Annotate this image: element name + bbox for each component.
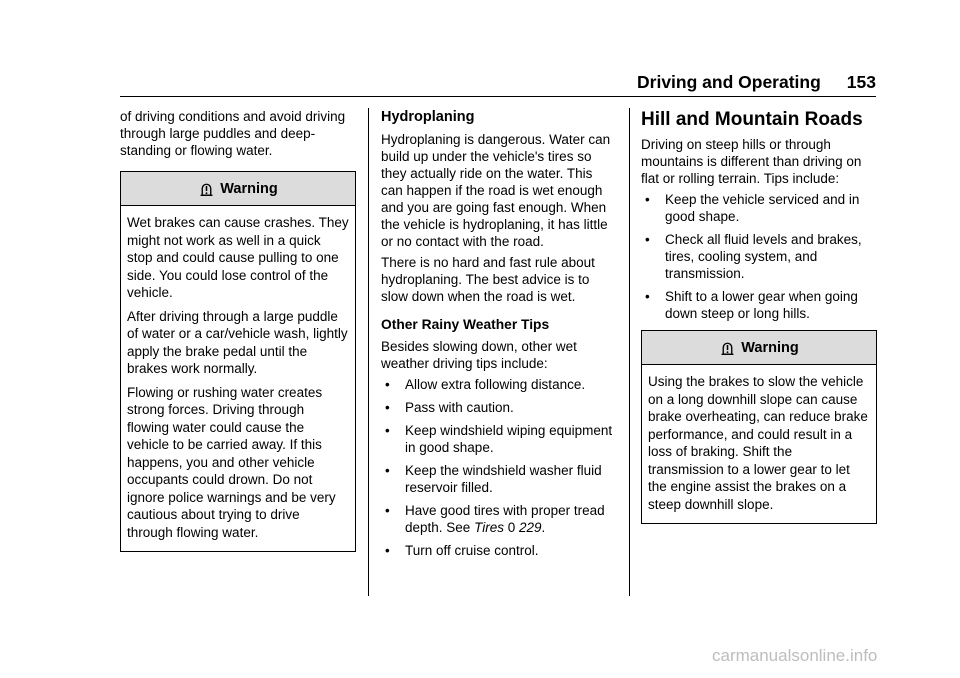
warning-paragraph: Using the brakes to slow the vehicle on a long downhill slope can cause brake overheating, can reduce brake performance, and could result in a loss of braking. Shift the transmission to a lower gear to let the engine assist the brakes on a steep downhill slope.: [648, 374, 868, 512]
bullet-mark: •: [645, 232, 650, 247]
page-ref-number[interactable]: 229: [519, 520, 542, 535]
heading-rainy-tips: Other Rainy Weather Tips: [381, 317, 550, 332]
warning-header: [121, 172, 355, 206]
rainy-tips-list: [381, 376, 617, 559]
page-header: [637, 71, 876, 93]
column-right: [641, 108, 877, 524]
section-title: Driving and Operating: [637, 72, 821, 92]
warning-box-wet-brakes: [120, 171, 356, 552]
column-left: [120, 108, 356, 552]
column-divider-right: [629, 108, 630, 596]
warning-paragraph: Wet brakes can cause crashes. They might not work as well in a quick stop and could cause pulling to one side. You could lose control of the vehicle.: [127, 215, 349, 300]
list-item: • Keep windshield wiping equipment in good shape.: [385, 423, 613, 455]
bullet-mark: •: [645, 289, 650, 304]
warning-title: Warning: [741, 339, 799, 356]
warning-box-downhill: [641, 330, 877, 524]
bullet-mark: •: [385, 543, 390, 558]
list-item: • Keep the windshield washer fluid reservoir filled.: [385, 463, 602, 495]
heading-hill-mountain: Hill and Mountain Roads: [641, 109, 863, 130]
bullet-mark: •: [385, 377, 390, 392]
list-item: • Pass with caution.: [385, 400, 514, 415]
watermark: carmanualsonline.info: [712, 646, 878, 665]
intro-paragraph: of driving conditions and avoid driving through large puddles and deep-standing or flowing water.: [120, 109, 346, 158]
page-number: 153: [846, 72, 876, 92]
hydroplaning-paragraph: There is no hard and fast rule about hydroplaning. The best advice is to slow down when the road is wet.: [381, 255, 595, 304]
hill-paragraph: Driving on steep hills or through mountains is different than driving on flat or rolling terrain. Tips include:: [641, 137, 862, 186]
cross-reference-link[interactable]: Tires: [474, 520, 504, 535]
warning-paragraph: Flowing or rushing water creates strong forces. Driving through flowing water could cause the vehicle to be carried away. If this happens, you and other vehicle occupants could drown. Do not ignore police warnings and be very cautious about trying to drive through flowing water.: [127, 384, 336, 540]
list-item: • Shift to a lower gear when going down steep or long hills.: [645, 289, 858, 321]
bullet-mark: •: [385, 463, 390, 478]
bullet-mark: •: [385, 423, 390, 438]
warning-body: [642, 365, 876, 523]
heading-hydroplaning: Hydroplaning: [381, 109, 475, 125]
list-item: • Check all fluid levels and brakes, tires, cooling system, and transmission.: [645, 232, 862, 281]
page-ref-arrow: 0: [507, 520, 516, 535]
warning-title: Warning: [220, 180, 278, 197]
warning-header: [642, 331, 876, 365]
warning-icon: [198, 180, 215, 197]
hydroplaning-paragraph: Hydroplaning is dangerous. Water can build up under the vehicle's tires so they actually ride on the water. This can happen if the road is wet enough and you are going fast enough. When the vehicle is hydroplaning, it has little or no contact with the road.: [381, 132, 611, 249]
bullet-mark: •: [645, 192, 650, 207]
header-rule: [120, 96, 876, 97]
warning-paragraph: After driving through a large puddle of water or a car/vehicle wash, lightly apply the brake pedal until the brakes work normally.: [127, 308, 348, 376]
bullet-mark: •: [385, 400, 390, 415]
warning-icon: [719, 339, 736, 356]
list-item: • Allow extra following distance.: [385, 377, 586, 392]
list-item: • Keep the vehicle serviced and in good shape.: [645, 192, 860, 224]
bullet-mark: •: [385, 503, 390, 518]
column-middle: [381, 108, 617, 565]
warning-body: [121, 206, 355, 551]
rainy-tips-intro: Besides slowing down, other wet weather driving tips include:: [381, 339, 577, 371]
list-item: • Have good tires with proper tread depth. See Tires 0 229.: [385, 503, 605, 535]
hill-tips-list: [641, 191, 877, 322]
list-item: • Turn off cruise control.: [385, 543, 539, 558]
column-divider-left: [368, 108, 369, 596]
